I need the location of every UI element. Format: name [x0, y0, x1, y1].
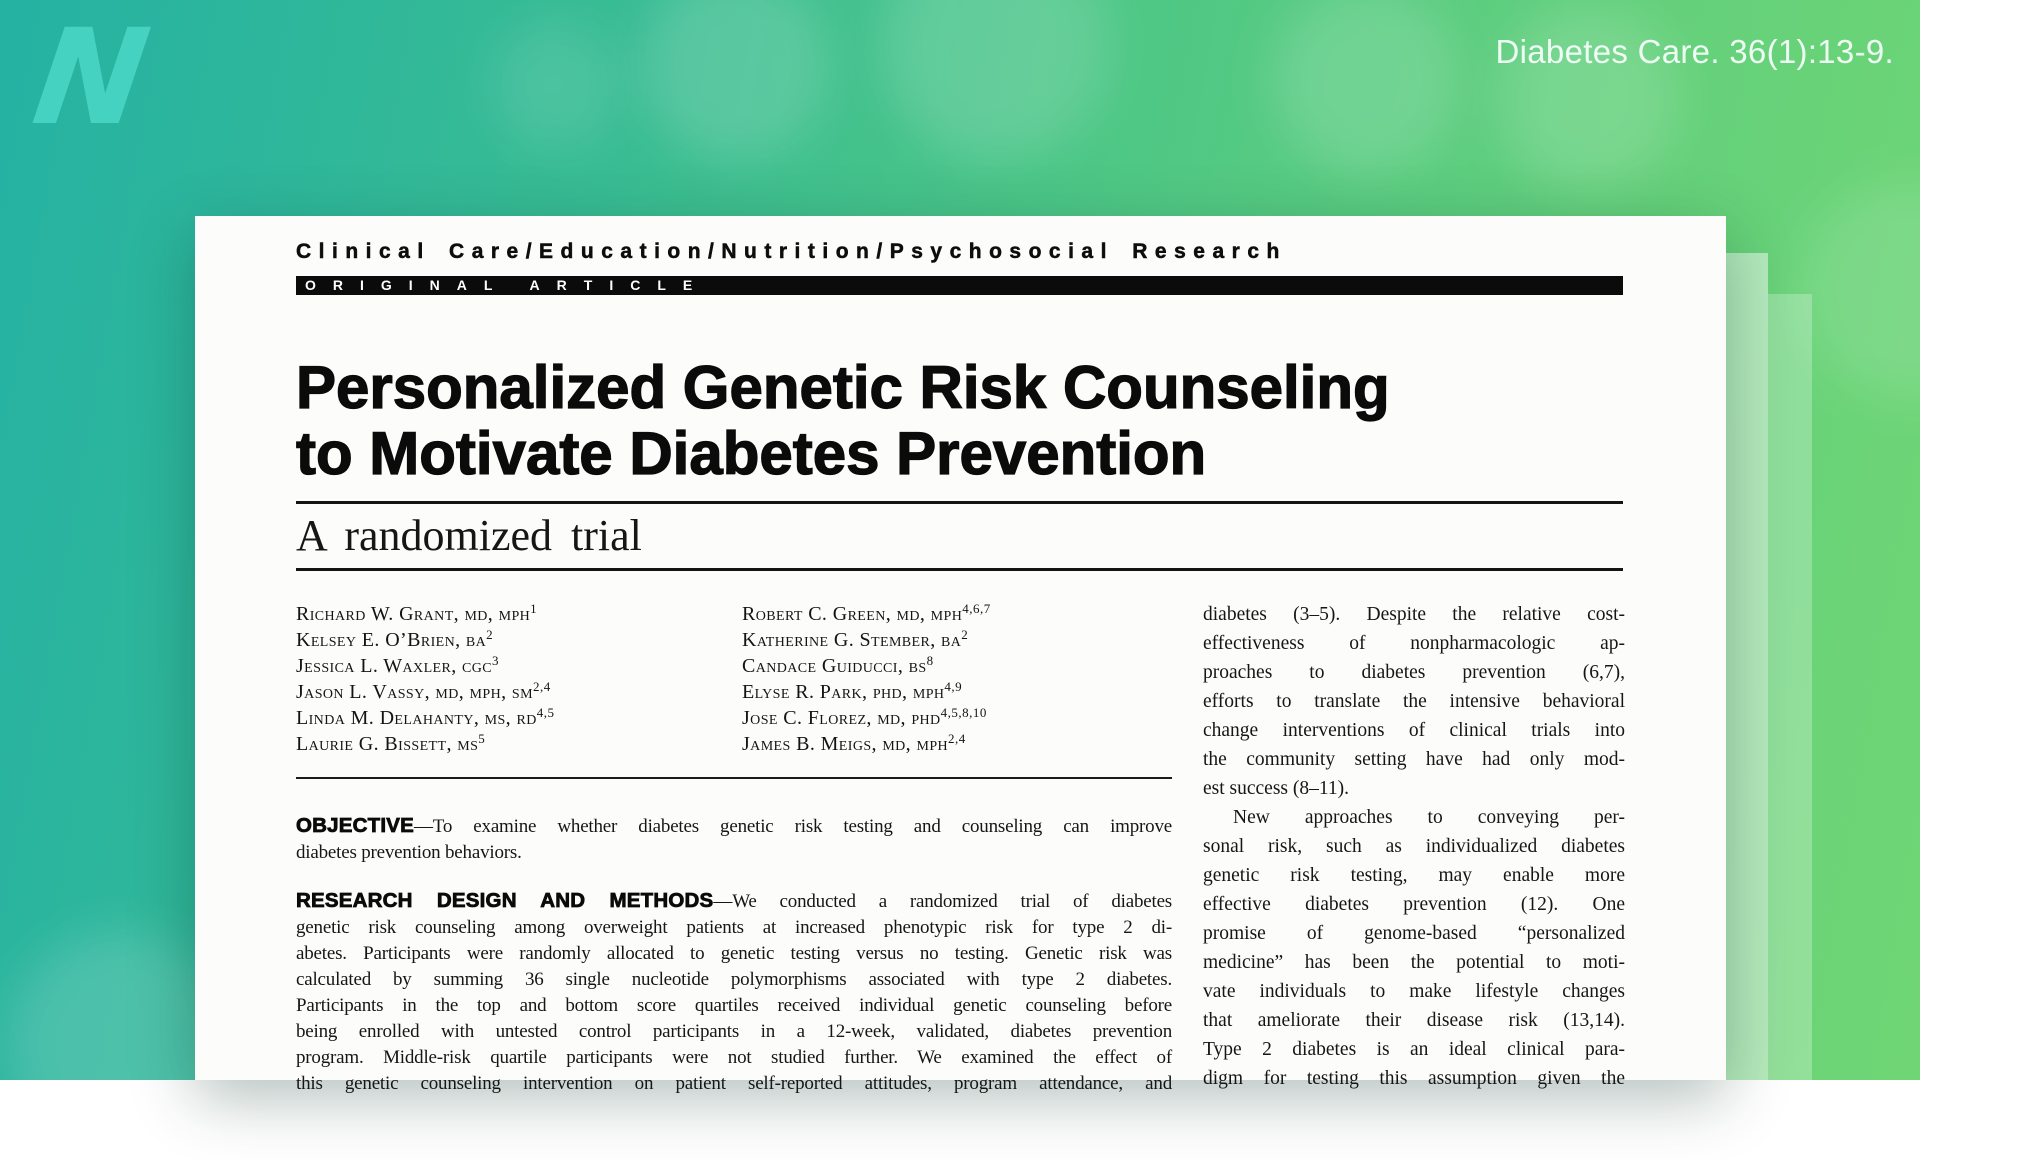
text-line: the community setting have had only mod- [1203, 749, 1625, 770]
text-line: this genetic counseling intervention on patient self-reported attitudes, program attendance, and [296, 1073, 1172, 1094]
author-affiliation-superscript: 4,6,7 [962, 601, 991, 616]
text-line: New approaches to conveying per- [1233, 807, 1625, 828]
abstract [296, 813, 1172, 1097]
text-line: effective diabetes prevention (12). One [1203, 894, 1625, 915]
background-blob [880, 0, 1110, 160]
section-kicker: Clinical Care/Education/Nutrition/Psychosocial Research [296, 240, 1287, 263]
divider [296, 568, 1623, 571]
background-blob [490, 20, 620, 150]
article-title-line: to Motivate Diabetes Prevention [296, 420, 1207, 487]
background-blob [1270, 0, 1460, 175]
text-line: genetic risk counseling among overweight patients at increased phenotypic risk for type 2 di- [296, 917, 1172, 938]
background-blob [640, 0, 830, 160]
author-affiliation-superscript: 2,4 [948, 731, 966, 746]
text-line: effectiveness of nonpharmacologic ap- [1203, 633, 1625, 654]
text-line: program. Middle-risk quartile participants were not studied further. We examined the effect of [296, 1047, 1172, 1068]
author-entry: Robert C. Green, md, mph$^{4,6,7}$ [742, 601, 991, 625]
page-stack-sheet-front [1726, 253, 1768, 1080]
author-affiliation-superscript: 4,9 [944, 679, 963, 694]
text-line: genetic risk testing, may enable more [1203, 865, 1625, 886]
author-affiliation-superscript: 2 [961, 627, 969, 642]
author-affiliation-superscript: 5 [478, 731, 486, 746]
author-entry: Candace Guiducci, $bs^8$ [742, 653, 934, 677]
text-line: RESEARCH DESIGN AND METHODS—We conducted a randomized trial of diabetes [296, 889, 1173, 912]
article-subtitle: A randomized trial [296, 511, 642, 560]
author-entry: Jessica L. Waxler, cgc$^3$ [296, 653, 499, 677]
channel-logo-n-icon: N [25, 1, 158, 155]
section-heading: RESEARCH DESIGN AND METHODS [296, 889, 714, 912]
article-type-label: ORIGINAL ARTICLE [305, 277, 710, 293]
text-line: efforts to translate the intensive behavioral [1203, 691, 1625, 712]
text-line: calculated by summing 36 single nucleotide polymorphisms associated with type 2 diabetes. [296, 969, 1172, 990]
author-list-left [296, 601, 742, 757]
text-line: diabetes (3–5). Despite the relative cost- [1203, 604, 1625, 625]
author-entry: Jason L. Vassy, md, mph, sm$^{2,4}$ [296, 679, 551, 703]
article-title-line: Personalized Genetic Risk Counseling [296, 354, 1390, 421]
article-type-bar [296, 276, 1623, 295]
author-entry: Laurie G. Bissett, $ms^5$ [296, 731, 486, 755]
author-entry: Linda M. Delahanty, ms, rd$^{4,5}$ [296, 705, 555, 729]
text-line: vate individuals to make lifestyle changes [1203, 981, 1625, 1002]
text-line: OBJECTIVE—To examine whether diabetes genetic risk testing and counseling can improve [296, 814, 1172, 837]
article-title [296, 355, 1623, 487]
journal-citation: Diabetes Care. 36(1):13-9. [1495, 33, 1894, 70]
author-entry: Elyse R. Park, phd, mph$^{4,9}$ [742, 679, 963, 703]
text-line: digm for testing this assumption given the [1203, 1068, 1625, 1089]
background-blob [1800, 180, 2020, 400]
intro-column [1203, 600, 1625, 1093]
text-line: promise of genome-based “personalized [1203, 923, 1625, 944]
text-line: that ameliorate their disease risk (13,14). [1203, 1010, 1625, 1031]
abstract-section [296, 888, 1172, 1097]
text-line: being enrolled with untested control participants in a 12-week, validated, diabetes prevention [296, 1021, 1172, 1042]
abstract-section [296, 813, 1172, 866]
text-line: est success (8–11). [1203, 778, 1350, 799]
text-line: sonal risk, such as individualized diabetes [1203, 836, 1625, 857]
text-line: change interventions of clinical trials into [1203, 720, 1625, 741]
author-affiliation-superscript: 2 [486, 627, 494, 642]
author-affiliation-superscript: 1 [530, 601, 538, 616]
author-entry: Richard W. Grant, md, mph$^1$ [296, 601, 538, 625]
author-entry: Kelsey E. O’Brien, $ba^2$ [296, 627, 494, 651]
divider [296, 777, 1172, 779]
text-line: Type 2 diabetes is an ideal clinical para- [1203, 1039, 1625, 1060]
author-affiliation-superscript: 2,4 [532, 679, 551, 694]
text-line: proaches to diabetes prevention (6,7), [1203, 662, 1625, 683]
author-entry: Jose C. Florez, md, phd$^{4,5,8,10}$ [742, 705, 987, 729]
text-line: medicine” has been the potential to moti- [1203, 952, 1625, 973]
text-line: abetes. Participants were randomly allocated to genetic testing versus no testing. Genetic risk was [296, 943, 1172, 964]
section-heading: OBJECTIVE [296, 814, 414, 837]
author-affiliation-superscript: 3 [492, 653, 499, 668]
divider [296, 501, 1623, 504]
author-affiliation-superscript: 4,5,8,10 [940, 705, 987, 720]
journal-page [195, 216, 1726, 1094]
author-affiliation-superscript: 8 [926, 653, 934, 668]
author-affiliation-superscript: 4,5 [536, 705, 555, 720]
text-line: Participants in the top and bottom score quartiles received individual genetic counseling before [296, 995, 1172, 1016]
author-entry: James B. Meigs, md, mph$^{2,4}$ [742, 731, 966, 755]
author-entry: Katherine G. Stember, $ba^2$ [742, 627, 969, 651]
text-line: diabetes prevention behaviors. [296, 842, 522, 863]
page-stack-sheet-back [1768, 294, 1812, 1080]
